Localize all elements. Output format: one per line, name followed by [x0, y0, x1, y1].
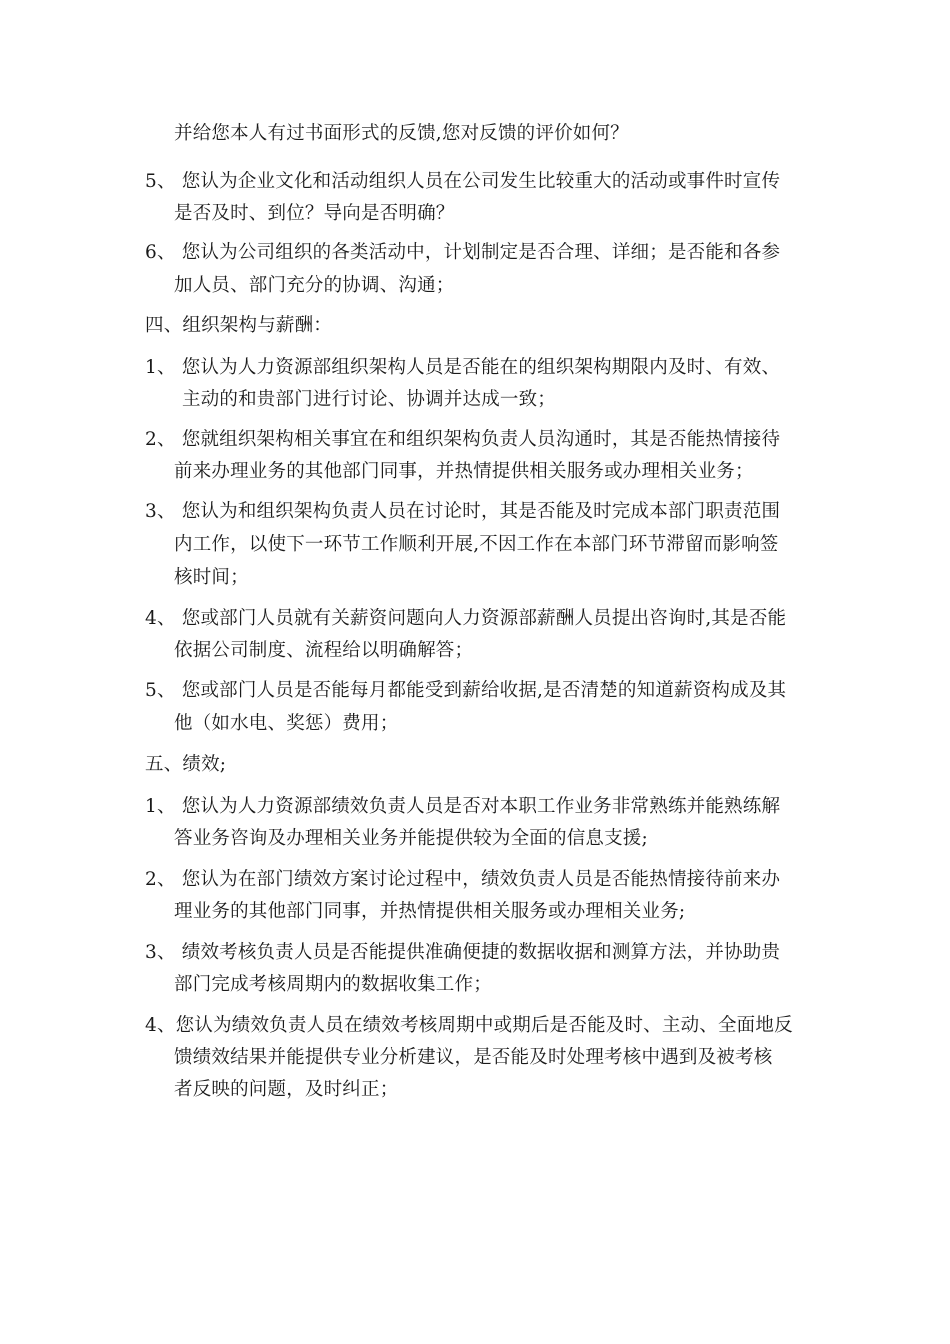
text-line: 部门完成考核周期内的数据收集工作； [174, 974, 492, 995]
text-line: 5、 您或部门人员是否能每月都能受到薪给收据,是否清楚的知道薪资构成及其 [145, 680, 787, 701]
text-line: 他（如水电、奖惩）费用； [174, 713, 399, 734]
text-line: 1、 您认为人力资源部绩效负责人员是否对本职工作业务非常熟练并能熟练解 [145, 796, 781, 817]
text-line: 加人员、部门充分的协调、沟通； [174, 275, 455, 296]
text-line: 4、 您或部门人员就有关薪资问题向人力资源部薪酬人员提出咨询时,其是否能 [145, 608, 787, 629]
section-heading: 四、组织架构与薪酬： [145, 315, 333, 336]
section-heading: 五、绩效; [145, 754, 227, 775]
text-line: 3、 您认为和组织架构负责人员在讨论时，其是否能及时完成本部门职责范围 [145, 501, 781, 522]
text-line: 2、 您认为在部门绩效方案讨论过程中，绩效负责人员是否能热情接待前来办 [145, 869, 781, 890]
text-line: 依据公司制度、流程给以明确解答； [174, 640, 474, 661]
text-line: 3、 绩效考核负责人员是否能提供准确便捷的数据收据和测算方法，并协助贵 [145, 942, 781, 963]
text-line: 2、 您就组织架构相关事宜在和组织架构负责人员沟通时，其是否能热情接待 [145, 429, 781, 450]
text-line: 5、 您认为企业文化和活动组织人员在公司发生比较重大的活动或事件时宣传 [145, 171, 781, 192]
text-line: 核时间； [174, 567, 249, 588]
text-line: 馈绩效结果并能提供专业分析建议，是否能及时处理考核中遇到及被考核 [174, 1047, 773, 1068]
text-line: 并给您本人有过书面形式的反馈,您对反馈的评价如何？ [174, 123, 629, 144]
text-line: 是否及时、到位？导向是否明确？ [174, 203, 455, 224]
text-line: 6、 您认为公司组织的各类活动中，计划制定是否合理、详细；是否能和各参 [145, 242, 781, 263]
text-line: 理业务的其他部门同事，并热情提供相关服务或办理相关业务; [174, 901, 686, 922]
text-line: 答业务咨询及办理相关业务并能提供较为全面的信息支援; [174, 828, 648, 849]
text-line: 1、 您认为人力资源部组织架构人员是否能在的组织架构期限内及时、有效、 [145, 357, 781, 378]
text-line: 内工作，以使下一环节工作顺利开展,不因工作在本部门环节滞留而影响签 [174, 534, 779, 555]
text-line: 4、您认为绩效负责人员在绩效考核周期中或期后是否能及时、主动、全面地反 [145, 1015, 793, 1036]
text-line: 主动的和贵部门进行讨论、协调并达成一致； [182, 389, 557, 410]
text-line: 前来办理业务的其他部门同事，并热情提供相关服务或办理相关业务； [174, 461, 754, 482]
text-line: 者反映的问题，及时纠正； [174, 1079, 399, 1100]
